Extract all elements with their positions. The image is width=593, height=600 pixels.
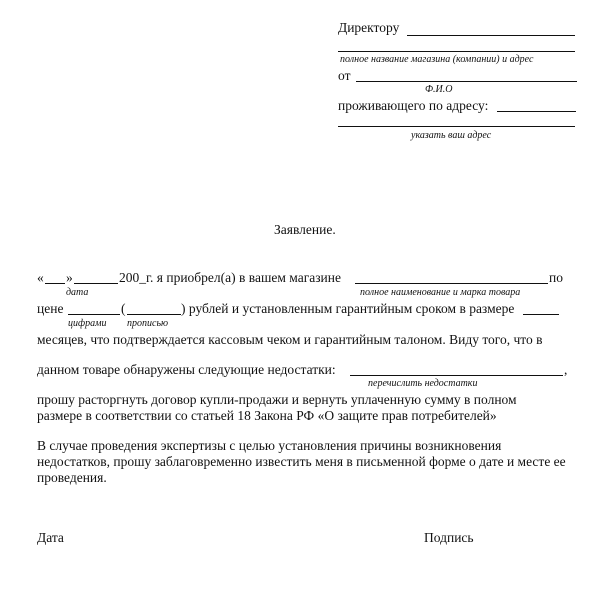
price-words-underline	[127, 314, 181, 315]
product-underline	[355, 283, 548, 284]
fio-underline	[356, 81, 577, 82]
director-underline	[407, 35, 575, 36]
line5-text: прошу расторгнуть договор купли-продажи и вернуть уплаченную сумму в полном	[37, 392, 517, 407]
line3-text: месяцев, что подтверждается кассовым чеком и гарантийным талоном. Виду того, что в	[37, 332, 543, 347]
words-caption: прописью	[127, 318, 169, 329]
purchase-text: 200_г. я приобрел(а) в вашем магазине	[119, 270, 341, 285]
line6-text: размере в соответствии со статьей 18 Закона РФ «О защите прав потребителей»	[37, 408, 497, 423]
address-underline-short	[497, 111, 576, 112]
address-label: проживающего по адресу:	[338, 98, 489, 113]
date-caption: дата	[66, 287, 89, 298]
day-underline	[45, 283, 65, 284]
address-underline-long	[338, 126, 575, 127]
line4-comma: ,	[564, 362, 568, 377]
fio-caption: Ф.И.О	[425, 84, 453, 95]
signature-label: Подпись	[424, 530, 474, 545]
paren-open: (	[121, 301, 126, 316]
month-underline	[74, 283, 118, 284]
document-title: Заявление.	[274, 222, 336, 237]
price-digits-underline	[68, 314, 120, 315]
defects-caption: перечислить недостатки	[368, 378, 478, 389]
digits-caption: цифрами	[68, 318, 107, 329]
address-caption: указать ваш адрес	[411, 130, 492, 141]
director-label: Директору	[338, 20, 400, 35]
defects-underline	[350, 375, 563, 376]
po-text: по	[549, 270, 563, 285]
store-name-underline	[338, 51, 575, 52]
expertise-paragraph: В случае проведения экспертизы с целью установления причины возникновения недостатков, прошу заблаговременно известить меня в письменной форме о дате и месте ее проведения.	[37, 438, 566, 485]
date-label: Дата	[37, 530, 64, 545]
warranty-underline	[523, 314, 559, 315]
quote-close: »	[66, 270, 73, 285]
line4-text: данном товаре обнаружены следующие недостатки:	[37, 362, 336, 377]
quote-open: «	[37, 270, 44, 285]
price-rest-text: ) рублей и установленным гарантийным сроком в размере	[181, 301, 515, 316]
product-caption: полное наименование и марка товара	[360, 287, 521, 298]
from-label: от	[338, 68, 351, 83]
price-label: цене	[37, 301, 64, 316]
store-caption: полное название магазина (компании) и адрес	[340, 54, 534, 65]
